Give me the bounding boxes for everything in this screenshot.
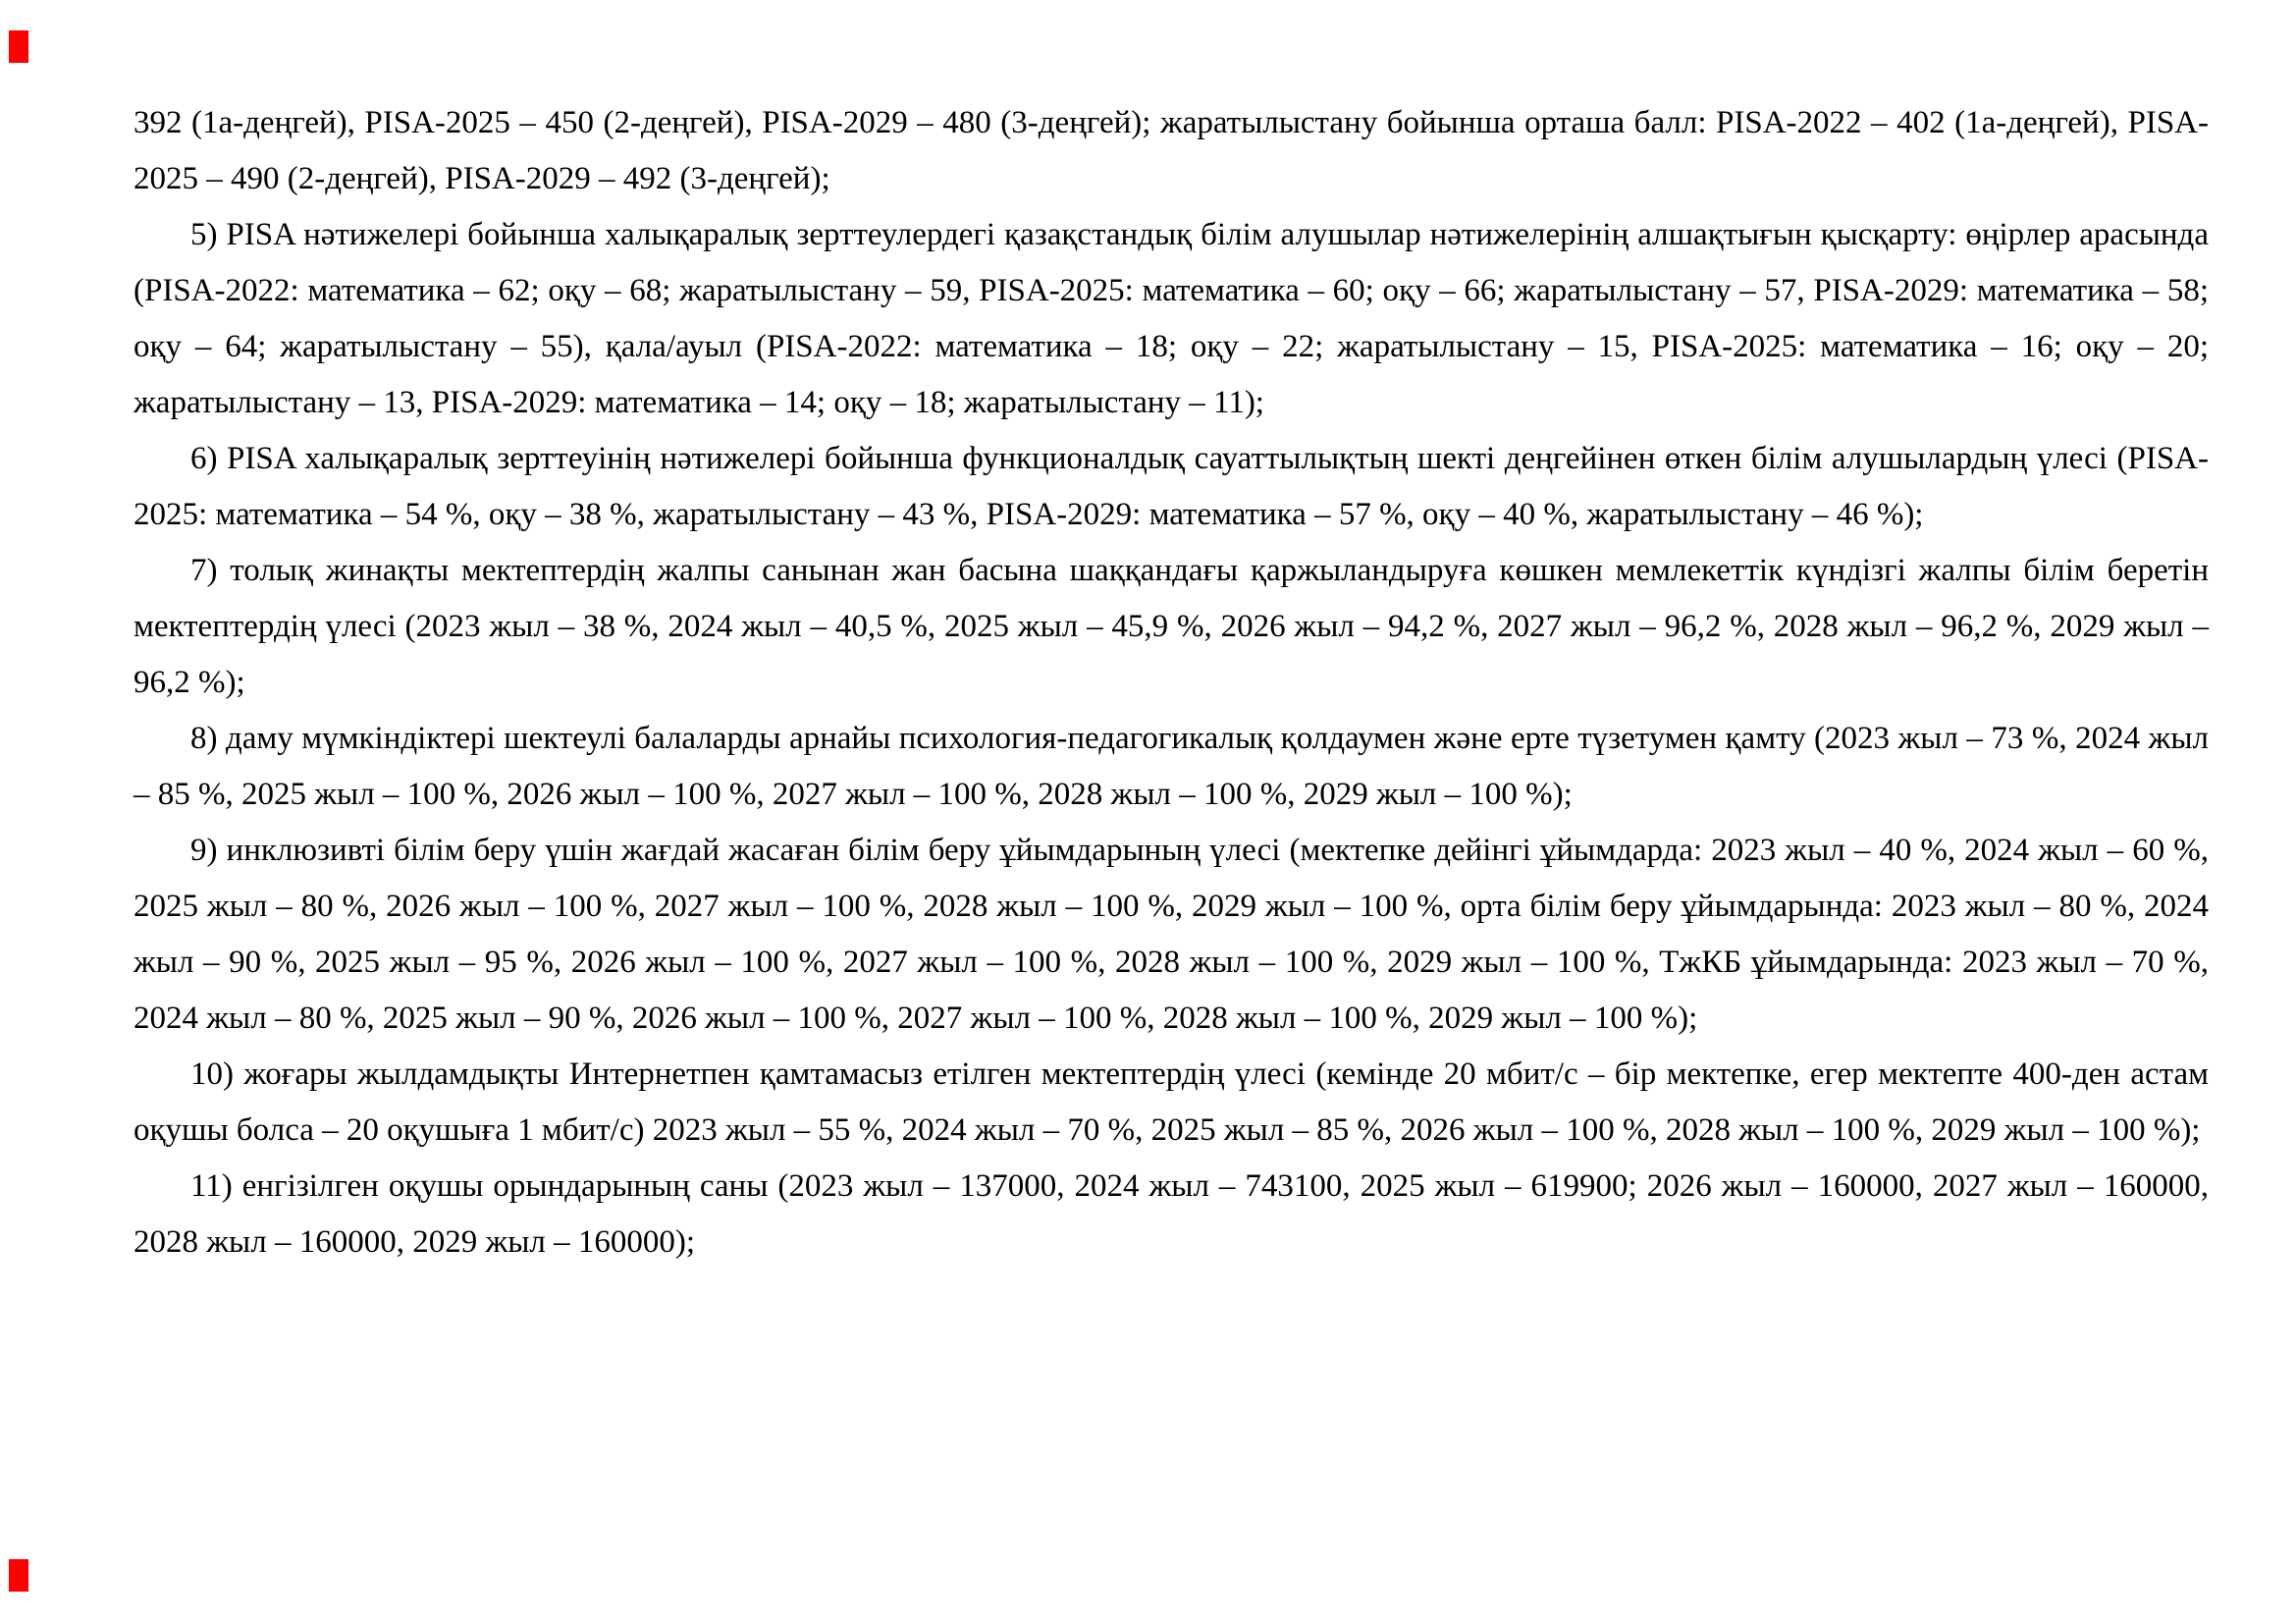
- paragraph-item-5: 5) PISA нәтижелері бойынша халықаралық зерттеулердегі қазақстандық білім алушылар нәтижелерінің алшақтығын қысқарту: өңірлер арасында (PISA-2022: математика – 62; оқу – 68; жаратылыстану – 59, PISA-2025: математика – 60; оқу – 66; жаратылыстану – 57, PISA-2029: математика – 58; оқу – 64; жаратылыстану – 55), қала/ауыл (PISA-2022: математика – 18; оқу – 22; жаратылыстану – 15, PISA-2025: математика – 16; оқу – 20; жаратылыстану – 13, PISA-2029: математика – 14; оқу – 18; жаратылыстану – 11);: [133, 217, 2209, 420]
- paragraph-item-8: 8) даму мүмкіндіктері шектеулі балаларды арнайы психология-педагогикалық қолдаумен және ерте түзетумен қамту (2023 жыл – 73 %, 2024 жыл – 85 %, 2025 жыл – 100 %, 2026 жыл – 100 %, 2027 жыл – 100 %, 2028 жыл – 100 %, 2029 жыл – 100 %);: [133, 721, 2209, 812]
- page-edge-mark-top: [9, 30, 28, 63]
- paragraph-item-10: 10) жоғары жылдамдықты Интернетпен қамтамасыз етілген мектептердің үлесі (кемінде 20 мбит/с – бір мектепке, егер мектепте 400-ден астам оқушы болса – 20 оқушыға 1 мбит/с) 2023 жыл – 55 %, 2024 жыл – 70 %, 2025 жыл – 85 %, 2026 жыл – 100 %, 2028 жыл – 100 %, 2029 жыл – 100 %);: [133, 1056, 2209, 1148]
- document-body: [133, 95, 2209, 1271]
- page-edge-mark-bottom: [9, 1559, 28, 1592]
- paragraph-continuation: 392 (1а-деңгей), PISA-2025 – 450 (2-деңгей), PISA-2029 – 480 (3-деңгей); жаратылыстану бойынша орташа балл: PISA-2022 – 402 (1а-деңгей), PISA-2025 – 490 (2-деңгей), PISA-2029 – 492 (3-деңгей);: [133, 105, 2209, 196]
- paragraph-item-11: 11) енгізілген оқушы орындарының саны (2023 жыл – 137000, 2024 жыл – 743100, 2025 жыл – 619900; 2026 жыл – 160000, 2027 жыл – 160000, 2028 жыл – 160000, 2029 жыл – 160000);: [133, 1168, 2209, 1260]
- paragraph-item-6: 6) PISA халықаралық зерттеуінің нәтижелері бойынша функционалдық сауаттылықтың шекті деңгейінен өткен білім алушылардың үлесі (PISA-2025: математика – 54 %, оқу – 38 %, жаратылыстану – 43 %, PISA-2029: математика – 57 %, оқу – 40 %, жаратылыстану – 46 %);: [133, 441, 2209, 532]
- paragraph-item-7: 7) толық жинақты мектептердің жалпы санынан жан басына шаққандағы қаржыландыруға көшкен мемлекеттік күндізгі жалпы білім беретін мектептердің үлесі (2023 жыл – 38 %, 2024 жыл – 40,5 %, 2025 жыл – 45,9 %, 2026 жыл – 94,2 %, 2027 жыл – 96,2 %, 2028 жыл – 96,2 %, 2029 жыл – 96,2 %);: [133, 553, 2209, 700]
- paragraph-item-9: 9) инклюзивті білім беру үшін жағдай жасаған білім беру ұйымдарының үлесі (мектепке дейінгі ұйымдарда: 2023 жыл – 40 %, 2024 жыл – 60 %, 2025 жыл – 80 %, 2026 жыл – 100 %, 2027 жыл – 100 %, 2028 жыл – 100 %, 2029 жыл – 100 %, орта білім беру ұйымдарында: 2023 жыл – 80 %, 2024 жыл – 90 %, 2025 жыл – 95 %, 2026 жыл – 100 %, 2027 жыл – 100 %, 2028 жыл – 100 %, 2029 жыл – 100 %, ТжКБ ұйымдарында: 2023 жыл – 70 %, 2024 жыл – 80 %, 2025 жыл – 90 %, 2026 жыл – 100 %, 2027 жыл – 100 %, 2028 жыл – 100 %, 2029 жыл – 100 %);: [133, 833, 2209, 1036]
